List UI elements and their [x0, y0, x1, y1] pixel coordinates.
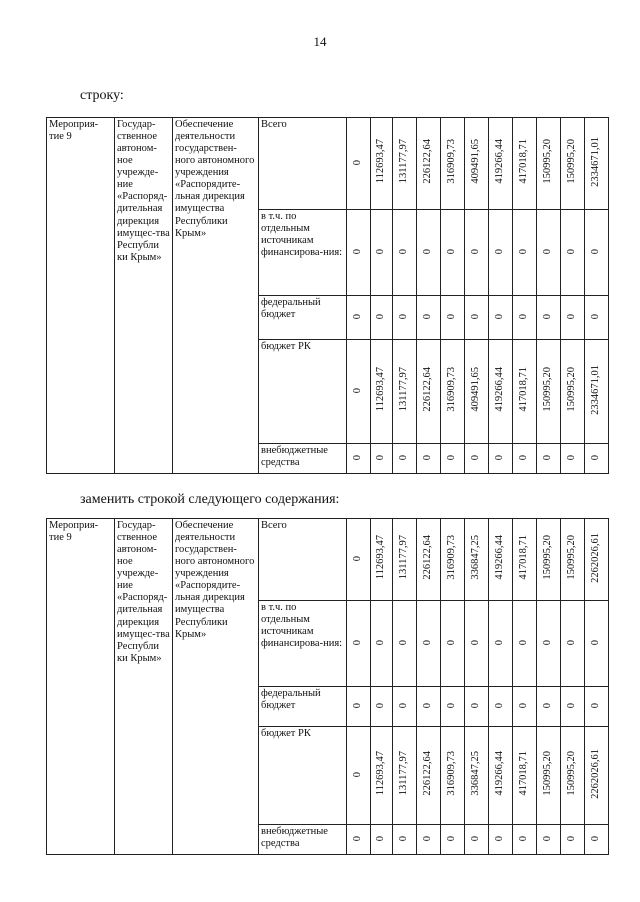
value-text: 0	[542, 249, 554, 255]
value-cell	[393, 727, 417, 825]
value-text: 0	[518, 640, 530, 646]
value-text: 409491,65	[470, 367, 482, 412]
value-cell	[371, 444, 393, 474]
value-cell	[371, 687, 393, 727]
value-cell	[393, 444, 417, 474]
value-cell	[347, 444, 371, 474]
value-text: 316909,73	[446, 751, 458, 796]
value-cell	[465, 727, 489, 825]
value-text: 0	[518, 836, 530, 842]
value-cell	[393, 825, 417, 855]
value-text: 150995,20	[566, 367, 578, 412]
value-text: 150995,20	[566, 751, 578, 796]
value-cell	[417, 727, 441, 825]
value-cell	[513, 727, 537, 825]
value-text: 316909,73	[446, 139, 458, 184]
value-cell	[441, 687, 465, 727]
value-text: 131177,97	[398, 367, 410, 412]
value-text: 0	[422, 703, 434, 709]
value-text: 150995,20	[542, 751, 554, 796]
value-cell	[393, 296, 417, 340]
value-cell	[417, 519, 441, 601]
value-cell	[537, 519, 561, 601]
value-cell	[393, 687, 417, 727]
value-cell	[347, 118, 371, 210]
value-cell	[417, 118, 441, 210]
value-text: 0	[542, 314, 554, 320]
value-text: 0	[566, 249, 578, 255]
value-cell	[465, 519, 489, 601]
value-cell	[561, 601, 585, 687]
value-text: 2334671,01	[590, 364, 602, 415]
value-cell	[585, 118, 609, 210]
value-text: 0	[352, 388, 364, 394]
value-text: 316909,73	[446, 367, 458, 412]
value-text: 0	[494, 703, 506, 709]
value-text: 0	[494, 314, 506, 320]
value-cell	[537, 118, 561, 210]
value-cell	[371, 210, 393, 296]
page-number: 14	[313, 34, 327, 49]
value-cell	[347, 340, 371, 444]
value-cell	[537, 444, 561, 474]
value-cell	[585, 340, 609, 444]
value-cell	[585, 519, 609, 601]
value-cell	[371, 340, 393, 444]
value-cell	[489, 687, 513, 727]
source-label: в т.ч. по отдельным источникам финансирова-ния:	[259, 601, 347, 687]
value-cell	[513, 519, 537, 601]
value-cell	[489, 296, 513, 340]
value-text: 2334671,01	[590, 136, 602, 187]
value-text: 150995,20	[542, 139, 554, 184]
value-cell	[417, 825, 441, 855]
value-text: 0	[375, 455, 387, 461]
value-cell	[371, 727, 393, 825]
value-text: 0	[566, 640, 578, 646]
value-text: 419266,44	[494, 751, 506, 796]
value-cell	[585, 210, 609, 296]
value-cell	[489, 210, 513, 296]
value-text: 417018,71	[518, 535, 530, 580]
source-label: бюджет РК	[259, 340, 347, 444]
value-cell	[561, 687, 585, 727]
value-cell	[465, 118, 489, 210]
value-text: 0	[494, 455, 506, 461]
value-text: 0	[398, 836, 410, 842]
value-text: 150995,20	[566, 139, 578, 184]
value-text: 419266,44	[494, 367, 506, 412]
value-cell	[441, 340, 465, 444]
value-cell	[513, 340, 537, 444]
value-cell	[417, 296, 441, 340]
intro-text: строку:	[80, 88, 124, 103]
value-text: 0	[422, 314, 434, 320]
value-text: 0	[375, 703, 387, 709]
value-text: 0	[494, 249, 506, 255]
value-text: 0	[446, 455, 458, 461]
value-text: 226122,64	[422, 139, 434, 184]
value-text: 0	[590, 249, 602, 255]
source-label: внебюджетные средства	[259, 444, 347, 474]
value-cell	[441, 825, 465, 855]
value-text: 0	[470, 703, 482, 709]
value-cell	[417, 601, 441, 687]
value-cell	[537, 727, 561, 825]
value-text: 0	[422, 455, 434, 461]
value-text: 0	[398, 703, 410, 709]
value-text: 0	[446, 703, 458, 709]
value-text: 0	[494, 640, 506, 646]
value-text: 419266,44	[494, 139, 506, 184]
table-old	[46, 117, 609, 474]
value-cell	[347, 687, 371, 727]
value-cell	[537, 687, 561, 727]
value-cell	[513, 210, 537, 296]
value-cell	[513, 296, 537, 340]
value-text: 0	[470, 249, 482, 255]
value-cell	[347, 296, 371, 340]
value-cell	[393, 210, 417, 296]
value-cell	[465, 210, 489, 296]
value-cell	[465, 601, 489, 687]
value-cell	[513, 687, 537, 727]
value-cell	[441, 601, 465, 687]
value-cell	[371, 825, 393, 855]
value-cell	[585, 825, 609, 855]
value-cell	[441, 296, 465, 340]
value-cell	[441, 118, 465, 210]
table-new	[46, 518, 609, 855]
value-cell	[347, 601, 371, 687]
value-text: 0	[566, 703, 578, 709]
value-text: 0	[542, 640, 554, 646]
value-text: 409491,65	[470, 139, 482, 184]
value-text: 0	[352, 249, 364, 255]
value-text: 0	[422, 836, 434, 842]
value-cell	[347, 210, 371, 296]
value-text: 0	[446, 640, 458, 646]
value-text: 131177,97	[398, 535, 410, 580]
value-text: 131177,97	[398, 751, 410, 796]
source-label: федеральный бюджет	[259, 687, 347, 727]
value-cell	[561, 444, 585, 474]
value-text: 0	[566, 314, 578, 320]
value-cell	[489, 601, 513, 687]
value-text: 2262026,61	[590, 532, 602, 583]
value-text: 0	[352, 455, 364, 461]
source-label: бюджет РК	[259, 727, 347, 825]
value-cell	[417, 687, 441, 727]
value-cell	[561, 296, 585, 340]
value-cell	[585, 727, 609, 825]
measure-cell: Мероприя-тие 9	[47, 519, 115, 855]
value-text: 150995,20	[566, 535, 578, 580]
value-cell	[441, 727, 465, 825]
value-text: 226122,64	[422, 751, 434, 796]
value-text: 0	[446, 249, 458, 255]
value-text: 0	[518, 455, 530, 461]
value-text: 0	[542, 703, 554, 709]
value-cell	[561, 519, 585, 601]
value-text: 0	[352, 314, 364, 320]
value-cell	[513, 444, 537, 474]
value-cell	[561, 340, 585, 444]
value-cell	[393, 118, 417, 210]
value-text: 0	[590, 703, 602, 709]
value-text: 226122,64	[422, 535, 434, 580]
value-text: 0	[375, 249, 387, 255]
value-cell	[537, 296, 561, 340]
value-text: 0	[352, 556, 364, 562]
value-text: 112693,47	[375, 751, 387, 796]
source-label: в т.ч. по отдельным источникам финансирова-ния:	[259, 210, 347, 296]
value-cell	[417, 210, 441, 296]
purpose-cell: Обеспечение деятельности государствен-ного автономного учреждения «Распорядите-льная дирекция имущества Республики Крым»	[173, 118, 259, 474]
value-cell	[393, 601, 417, 687]
value-cell	[371, 296, 393, 340]
value-cell	[371, 118, 393, 210]
value-text: 417018,71	[518, 751, 530, 796]
value-cell	[465, 444, 489, 474]
value-cell	[489, 340, 513, 444]
value-text: 0	[590, 314, 602, 320]
value-cell	[585, 444, 609, 474]
value-text: 0	[470, 640, 482, 646]
value-cell	[537, 825, 561, 855]
value-text: 0	[375, 836, 387, 842]
value-cell	[513, 601, 537, 687]
value-text: 336847,25	[470, 751, 482, 796]
value-text: 0	[566, 836, 578, 842]
value-text: 112693,47	[375, 139, 387, 184]
value-text: 0	[398, 455, 410, 461]
value-text: 2262026,61	[590, 748, 602, 799]
value-cell	[561, 118, 585, 210]
value-cell	[513, 825, 537, 855]
value-cell	[585, 687, 609, 727]
value-cell	[347, 519, 371, 601]
value-cell	[465, 340, 489, 444]
value-text: 0	[422, 249, 434, 255]
measure-cell: Мероприя-тие 9	[47, 118, 115, 474]
value-text: 0	[375, 314, 387, 320]
value-cell	[371, 519, 393, 601]
value-text: 0	[590, 455, 602, 461]
value-cell	[513, 118, 537, 210]
value-cell	[561, 825, 585, 855]
value-text: 316909,73	[446, 535, 458, 580]
value-text: 0	[352, 836, 364, 842]
value-text: 0	[542, 836, 554, 842]
value-text: 0	[566, 455, 578, 461]
source-label: Всего	[259, 118, 347, 210]
value-cell	[561, 727, 585, 825]
value-text: 0	[446, 314, 458, 320]
value-text: 0	[470, 455, 482, 461]
value-text: 0	[494, 836, 506, 842]
value-cell	[489, 118, 513, 210]
value-cell	[441, 519, 465, 601]
value-text: 0	[352, 160, 364, 166]
value-text: 226122,64	[422, 367, 434, 412]
replace-text: заменить строкой следующего содержания:	[80, 492, 340, 507]
value-cell	[393, 519, 417, 601]
value-text: 0	[398, 640, 410, 646]
value-cell	[393, 340, 417, 444]
source-label: федеральный бюджет	[259, 296, 347, 340]
value-cell	[489, 727, 513, 825]
value-cell	[465, 296, 489, 340]
value-text: 0	[352, 640, 364, 646]
value-cell	[465, 825, 489, 855]
source-label: внебюджетные средства	[259, 825, 347, 855]
value-text: 0	[518, 703, 530, 709]
value-cell	[371, 601, 393, 687]
value-text: 0	[352, 772, 364, 778]
value-text: 0	[590, 836, 602, 842]
value-text: 0	[352, 703, 364, 709]
value-cell	[489, 825, 513, 855]
value-cell	[417, 444, 441, 474]
purpose-cell: Обеспечение деятельности государствен-ного автономного учреждения «Распорядите-льная дирекция имущества Республики Крым»	[173, 519, 259, 855]
value-cell	[441, 210, 465, 296]
value-text: 112693,47	[375, 367, 387, 412]
value-cell	[347, 727, 371, 825]
value-text: 0	[470, 314, 482, 320]
value-text: 417018,71	[518, 367, 530, 412]
value-text: 0	[446, 836, 458, 842]
executor-cell: Государ-ственное автоном-ное учрежде-ние «Распоряд-дительная дирекция имущес-тва Республи ки Крым»	[115, 519, 173, 855]
value-text: 150995,20	[542, 367, 554, 412]
value-text: 0	[518, 314, 530, 320]
value-cell	[465, 687, 489, 727]
value-cell	[441, 444, 465, 474]
value-cell	[561, 210, 585, 296]
value-cell	[537, 340, 561, 444]
value-text: 417018,71	[518, 139, 530, 184]
value-text: 0	[398, 249, 410, 255]
value-text: 131177,97	[398, 139, 410, 184]
value-text: 0	[470, 836, 482, 842]
value-cell	[585, 601, 609, 687]
value-cell	[489, 444, 513, 474]
source-label: Всего	[259, 519, 347, 601]
value-text: 0	[518, 249, 530, 255]
value-text: 0	[590, 640, 602, 646]
value-text: 0	[375, 640, 387, 646]
value-cell	[417, 340, 441, 444]
value-text: 112693,47	[375, 535, 387, 580]
value-text: 150995,20	[542, 535, 554, 580]
value-text: 0	[542, 455, 554, 461]
value-cell	[537, 601, 561, 687]
value-cell	[347, 825, 371, 855]
value-text: 336847,25	[470, 535, 482, 580]
value-text: 419266,44	[494, 535, 506, 580]
value-cell	[585, 296, 609, 340]
value-text: 0	[422, 640, 434, 646]
value-cell	[537, 210, 561, 296]
value-text: 0	[398, 314, 410, 320]
executor-cell: Государ-ственное автоном-ное учрежде-ние «Распоряд-дительная дирекция имущес-тва Республи ки Крым»	[115, 118, 173, 474]
value-cell	[489, 519, 513, 601]
